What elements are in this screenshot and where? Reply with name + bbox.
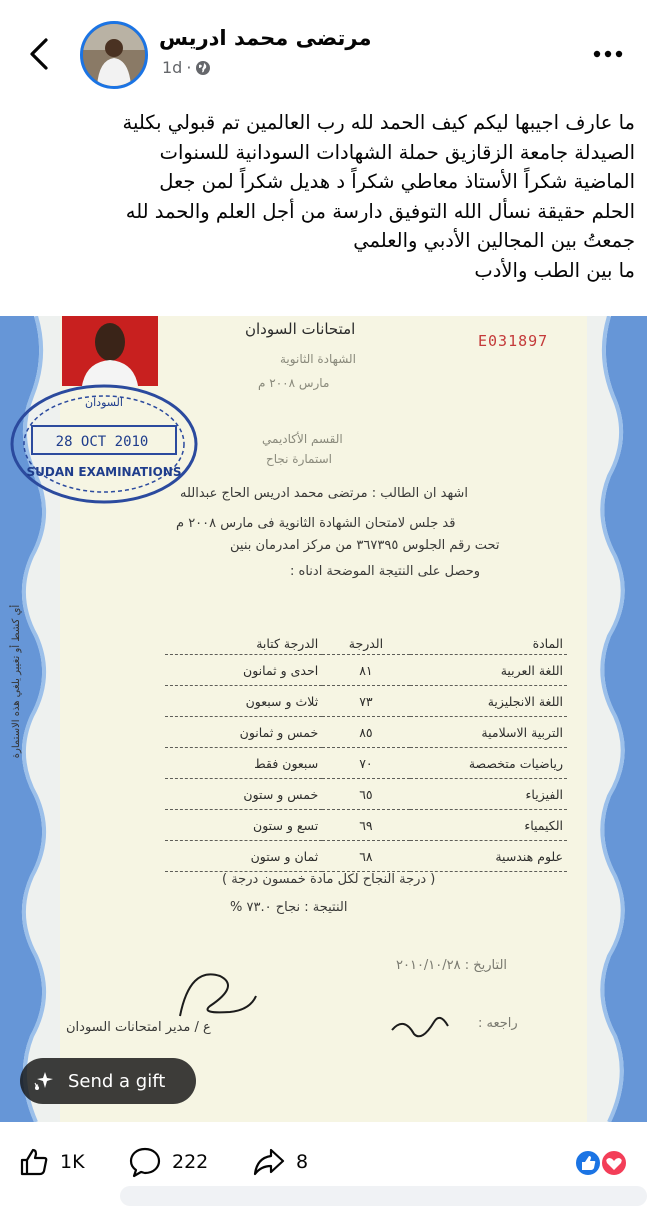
stamp-top-text: السودان: [85, 396, 123, 409]
back-arrow-icon[interactable]: [22, 36, 58, 72]
table-row: [165, 748, 567, 779]
table-row: [165, 655, 567, 686]
meta-separator: ·: [186, 58, 192, 77]
share-count: 8: [296, 1151, 309, 1173]
column-subject: المادة: [410, 632, 567, 655]
table-row: [165, 841, 567, 872]
table-row: [165, 717, 567, 748]
stamp-org: SUDAN EXAMINATIONS: [26, 465, 182, 479]
subject-cell: الكيمياء: [410, 810, 567, 841]
post-text: [12, 108, 635, 285]
reactions-summary[interactable]: [572, 1149, 630, 1177]
certificate-final-result: النتيجة : نجاح ٧٣.٠ %: [230, 900, 348, 915]
grade-words-cell: خمس و ثمانون: [165, 717, 322, 748]
certificate-reviewer-label: راجعه :: [478, 1016, 518, 1031]
grade-words-cell: خمس و ستون: [165, 779, 322, 810]
globe-icon: [195, 60, 211, 76]
share-button[interactable]: [252, 1146, 308, 1178]
grade-words-cell: تسع و ستون: [165, 810, 322, 841]
grade-cell: ٨٥: [322, 717, 409, 748]
certificate-border-right: [587, 316, 647, 1122]
certificate-seat-line: تحت رقم الجلوس ٣٦٧٣٩٥ من مركز امدرمان بنين: [230, 538, 500, 553]
subject-cell: اللغة الانجليزية: [410, 686, 567, 717]
table-row: [165, 686, 567, 717]
post-line: الصيدلة جامعة الزقازيق حملة الشهادات السودانية للسنوات: [159, 140, 635, 164]
avatar[interactable]: [80, 21, 148, 89]
table-header-row: [165, 632, 567, 655]
comment-count: 222: [172, 1151, 209, 1173]
post-actions: [0, 1134, 647, 1190]
subject-cell: التربية الاسلامية: [410, 717, 567, 748]
certificate-sat-line: قد جلس لامتحان الشهادة الثانوية فى مارس ٢٠٠٨ م: [176, 516, 456, 531]
subject-cell: رياضيات متخصصة: [410, 748, 567, 779]
column-grade: الدرجة: [322, 632, 409, 655]
grade-cell: ٧٠: [322, 748, 409, 779]
more-options-icon[interactable]: [590, 44, 626, 64]
stamp-date: 28 OCT 2010: [55, 434, 149, 450]
student-photo: [62, 316, 158, 386]
post-time[interactable]: 1d: [162, 58, 183, 77]
comment-bubble-icon: [128, 1146, 162, 1178]
certificate-subtitle: الشهادة الثانوية: [280, 352, 356, 366]
send-gift-label: Send a gift: [68, 1070, 166, 1092]
official-stamp: [6, 380, 198, 508]
post-photo[interactable]: [0, 316, 647, 1122]
grade-words-cell: سبعون فقط: [165, 748, 322, 779]
subject-cell: علوم هندسية: [410, 841, 567, 872]
comment-input-bar[interactable]: [120, 1186, 647, 1206]
post-line: جمعتُ بين المجالين الأدبي والعلمي: [353, 229, 635, 252]
post-header: [0, 0, 647, 100]
certificate-exam-date: مارس ٢٠٠٨ م: [258, 376, 330, 390]
grade-cell: ٧٣: [322, 686, 409, 717]
like-button[interactable]: [18, 1146, 85, 1178]
grade-words-cell: ثمان و ستون: [165, 841, 322, 872]
post-line: ما بين الطب والأدب: [474, 258, 635, 282]
certificate-form: استمارة نجاح: [266, 452, 332, 466]
grade-words-cell: ثلاث و سبعون: [165, 686, 322, 717]
certificate-student-line: اشهد ان الطالب : مرتضى محمد ادريس الحاج عبدالله: [180, 486, 468, 501]
certificate-serial: E031897: [478, 332, 549, 350]
column-grade-words: الدرجة كتابة: [165, 632, 322, 655]
grade-cell: ٦٨: [322, 841, 409, 872]
director-signature: [170, 956, 260, 1026]
grade-cell: ٦٥: [322, 779, 409, 810]
subject-cell: الفيزياء: [410, 779, 567, 810]
certificate-result-line: وحصل على النتيجة الموضحة ادناه :: [290, 564, 481, 579]
certificate-signature-label: ع / مدير امتحانات السودان: [66, 1020, 211, 1035]
table-row: [165, 810, 567, 841]
share-arrow-icon: [252, 1146, 286, 1178]
certificate-date: التاريخ : ٢٠١٠/١٠/٢٨: [396, 958, 508, 973]
post-line: ما عارف اجيبها ليكم كيف الحمد لله رب العالمين تم قبولي بكلية: [122, 111, 635, 134]
certificate-side-note: أي كشط أو تغيير يلغي هذه الاستمارة: [11, 604, 23, 759]
post-line: الحلم حقيقة نسأل الله التوفيق دارسة من أجل العلم والحمد لله: [125, 199, 635, 223]
table-row: [165, 779, 567, 810]
grade-cell: ٦٩: [322, 810, 409, 841]
thumbs-up-icon: [18, 1146, 50, 1178]
gift-sparkle-icon: [32, 1069, 56, 1093]
certificate-pass-note: ( درجة النجاح لكل مادة خمسون درجة ): [222, 872, 436, 887]
grade-words-cell: احدى و ثمانون: [165, 655, 322, 686]
reviewer-signature: [386, 1006, 456, 1046]
send-gift-button[interactable]: [20, 1058, 196, 1104]
comment-button[interactable]: [128, 1146, 208, 1178]
grades-table: [165, 632, 567, 872]
certificate-section: القسم الأكاديمي: [262, 432, 343, 446]
post-line: الماضية شكراً الأستاذ معاطي شكراً د هديل شكراً لمن جعل: [159, 170, 635, 193]
like-count: 1K: [60, 1151, 85, 1173]
author-name[interactable]: مرتضى محمد ادريس: [159, 26, 372, 50]
certificate-title: امتحانات السودان: [245, 320, 356, 338]
subject-cell: اللغة العربية: [410, 655, 567, 686]
grade-cell: ٨١: [322, 655, 409, 686]
post-meta: [162, 58, 211, 77]
